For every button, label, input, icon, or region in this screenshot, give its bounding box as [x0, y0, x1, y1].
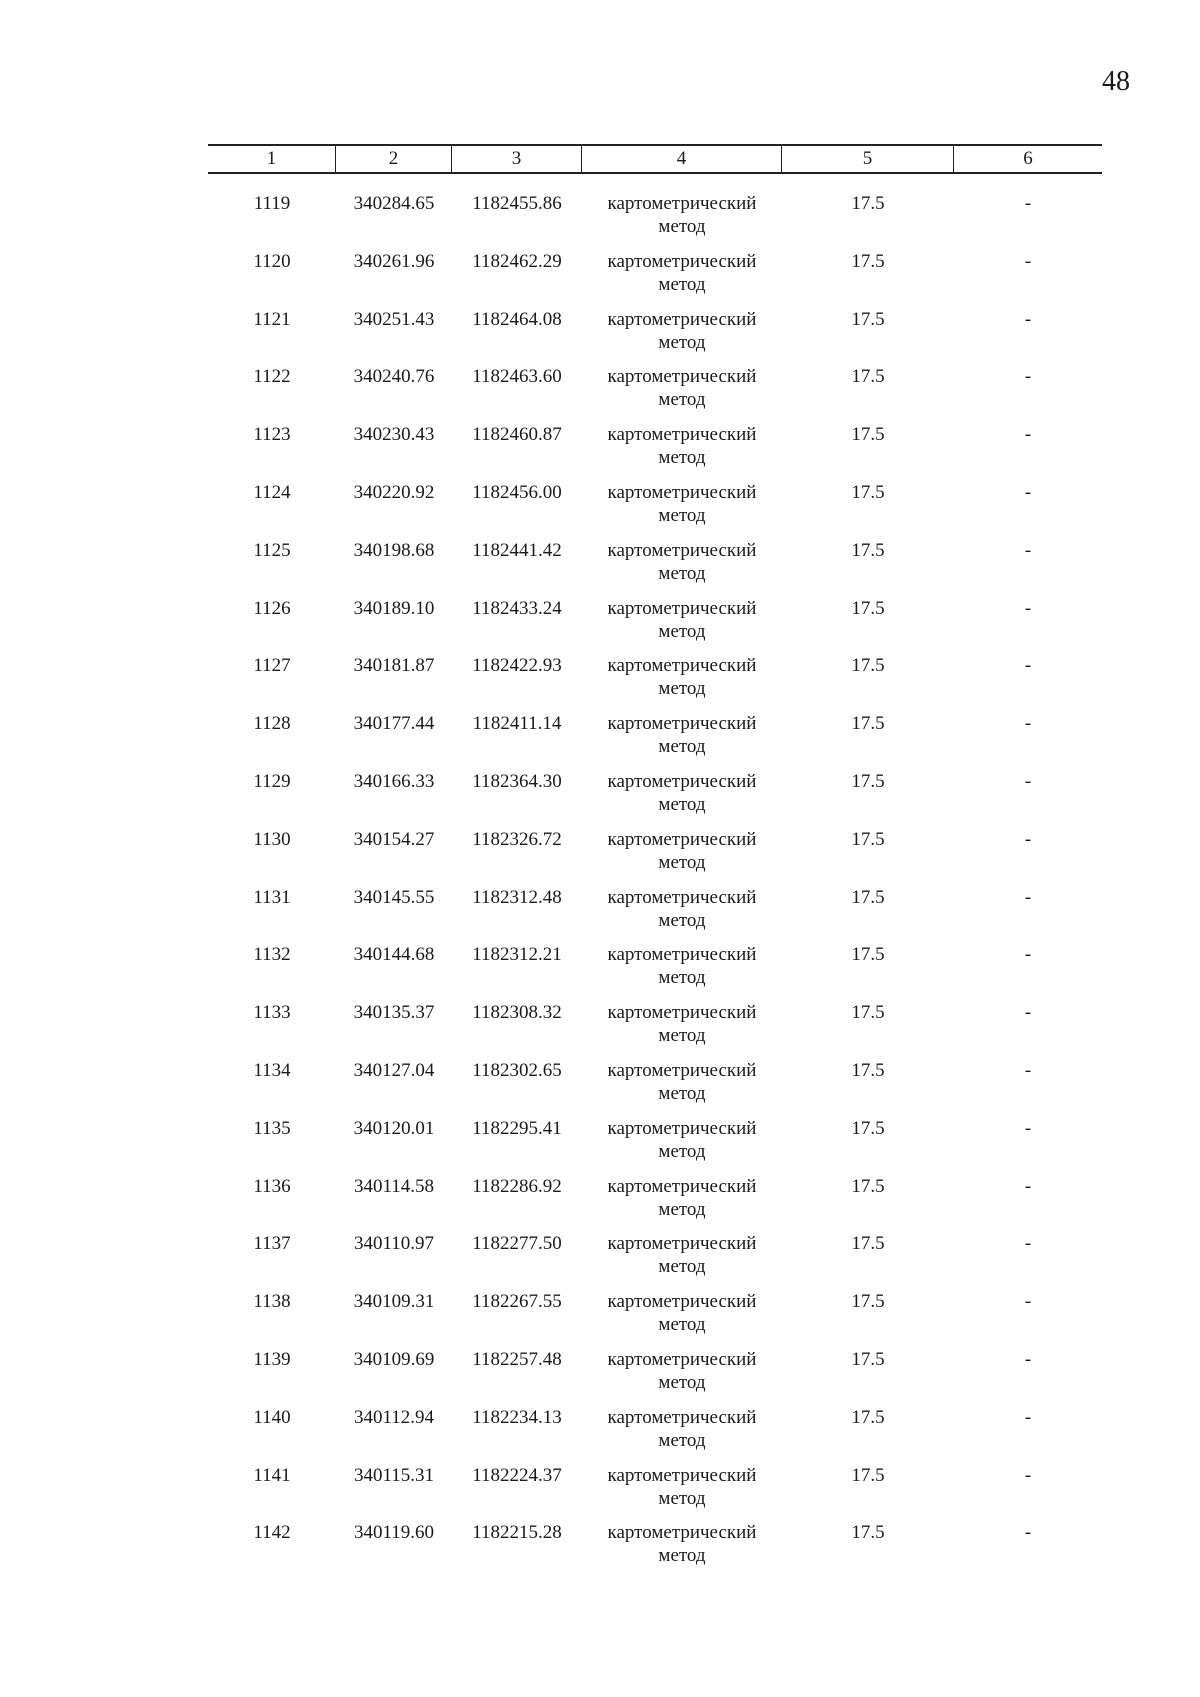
accuracy-cell: 17.5	[851, 250, 885, 272]
method-cell	[582, 1232, 782, 1290]
method-line-1: картометрический	[607, 1059, 757, 1081]
header-col-6: 6	[1023, 148, 1033, 169]
table-row	[208, 481, 1102, 539]
accuracy-cell: 17.5	[851, 193, 885, 214]
y-coordinate-cell: 1182312.21	[472, 944, 562, 966]
method-line-1: картометрический	[607, 424, 757, 446]
note-cell: -	[1024, 481, 1032, 503]
x-coordinate-cell: 340198.68	[353, 539, 435, 561]
x-coordinate-cell: 340166.33	[353, 770, 435, 792]
y-coordinate-cell: 1182312.48	[472, 886, 562, 908]
method-line-2: метод	[658, 389, 706, 411]
method-line-1: картометрический	[607, 1291, 757, 1313]
note-cell: -	[1024, 1233, 1032, 1255]
method-line-2: метод	[658, 620, 706, 642]
method-line-1: картометрический	[607, 1522, 757, 1544]
page-number: 48	[1102, 66, 1130, 97]
method-line-1: картометрический	[607, 886, 757, 908]
note-cell: -	[1024, 1059, 1032, 1081]
accuracy-cell: 17.5	[851, 713, 885, 735]
y-coordinate-cell: 1182422.93	[472, 655, 562, 677]
table-row	[208, 1175, 1102, 1233]
note-cell: -	[1024, 655, 1032, 677]
accuracy-cell: 17.5	[851, 1406, 885, 1428]
method-line-1: картометрический	[607, 655, 757, 677]
method-cell	[582, 365, 782, 423]
point-number-cell: 1125	[253, 539, 291, 561]
method-cell	[582, 886, 782, 944]
header-col-4: 4	[582, 146, 782, 172]
x-coordinate-cell: 340145.55	[353, 886, 435, 908]
method-cell	[582, 597, 782, 655]
point-number-cell: 1122	[253, 366, 291, 388]
point-number-cell: 1138	[253, 1291, 291, 1313]
method-line-2: метод	[658, 909, 706, 931]
accuracy-cell: 17.5	[851, 886, 885, 908]
method-line-1: картометрический	[607, 308, 757, 330]
accuracy-cell: 17.5	[851, 1522, 885, 1544]
table-row	[208, 1290, 1102, 1348]
accuracy-cell: 17.5	[851, 828, 885, 850]
method-cell	[582, 1406, 782, 1464]
point-number-cell: 1129	[253, 770, 291, 792]
y-coordinate-cell: 1182441.42	[472, 539, 562, 561]
point-number-cell: 1140	[253, 1406, 291, 1428]
table-body	[208, 174, 1102, 1579]
method-cell	[582, 308, 782, 366]
x-coordinate-cell: 340109.69	[353, 1348, 435, 1370]
y-coordinate-cell: 1182224.37	[472, 1464, 562, 1486]
table-row	[208, 423, 1102, 481]
table-row	[208, 365, 1102, 423]
header-col-1: 1	[208, 146, 336, 172]
method-line-2: метод	[658, 1025, 706, 1047]
accuracy-cell: 17.5	[851, 1175, 885, 1197]
point-number-cell: 1141	[253, 1464, 291, 1486]
note-cell: -	[1024, 1175, 1032, 1197]
accuracy-cell: 17.5	[851, 481, 885, 503]
point-number-cell: 1124	[253, 481, 291, 503]
method-line-1: картометрический	[607, 770, 757, 792]
method-line-1: картометрический	[607, 1464, 757, 1486]
method-line-2: метод	[658, 216, 706, 237]
y-coordinate-cell: 1182433.24	[472, 597, 562, 619]
method-line-1: картометрический	[607, 1406, 757, 1428]
note-cell: -	[1024, 1002, 1032, 1024]
x-coordinate-cell: 340230.43	[353, 424, 435, 446]
method-line-1: картометрический	[607, 713, 757, 735]
x-coordinate-cell: 340251.43	[353, 308, 435, 330]
x-coordinate-cell: 340240.76	[353, 366, 435, 388]
method-line-2: метод	[658, 504, 706, 526]
point-number-cell: 1119	[253, 193, 291, 214]
y-coordinate-cell: 1182460.87	[472, 424, 562, 446]
y-coordinate-cell: 1182302.65	[472, 1059, 562, 1081]
method-line-2: метод	[658, 1256, 706, 1278]
x-coordinate-cell: 340181.87	[353, 655, 435, 677]
method-cell	[582, 770, 782, 828]
x-coordinate-cell: 340144.68	[353, 944, 435, 966]
x-coordinate-cell: 340114.58	[353, 1175, 435, 1197]
method-line-2: метод	[658, 1545, 706, 1567]
y-coordinate-cell: 1182286.92	[472, 1175, 562, 1197]
point-number-cell: 1142	[253, 1522, 291, 1544]
method-line-2: метод	[658, 1082, 706, 1104]
method-line-1: картометрический	[607, 1002, 757, 1024]
method-line-2: метод	[658, 678, 706, 700]
x-coordinate-cell: 340109.31	[353, 1291, 435, 1313]
note-cell: -	[1024, 1522, 1032, 1544]
table-row	[208, 770, 1102, 828]
method-cell	[582, 654, 782, 712]
x-coordinate-cell: 340119.60	[353, 1522, 435, 1544]
table-row	[208, 1406, 1102, 1464]
accuracy-cell: 17.5	[851, 1002, 885, 1024]
method-cell	[582, 250, 782, 308]
method-line-2: метод	[658, 562, 706, 584]
y-coordinate-cell: 1182277.50	[472, 1233, 562, 1255]
x-coordinate-cell: 340177.44	[353, 713, 435, 735]
method-cell	[582, 1001, 782, 1059]
method-cell	[582, 1175, 782, 1233]
table-row	[208, 1464, 1102, 1522]
y-coordinate-cell: 1182462.29	[472, 250, 562, 272]
y-coordinate-cell: 1182267.55	[472, 1291, 562, 1313]
x-coordinate-cell: 340115.31	[353, 1464, 435, 1486]
x-coordinate-cell: 340154.27	[353, 828, 435, 850]
note-cell: -	[1024, 193, 1032, 214]
note-cell: -	[1024, 770, 1032, 792]
table-row	[208, 1521, 1102, 1579]
method-line-2: метод	[658, 793, 706, 815]
method-line-1: картометрический	[607, 539, 757, 561]
note-cell: -	[1024, 1291, 1032, 1313]
method-line-1: картометрический	[607, 944, 757, 966]
method-line-2: метод	[658, 447, 706, 469]
method-line-1: картометрический	[607, 481, 757, 503]
y-coordinate-cell: 1182215.28	[472, 1522, 562, 1544]
method-line-1: картометрический	[607, 1348, 757, 1370]
note-cell: -	[1024, 1464, 1032, 1486]
y-coordinate-cell: 1182364.30	[472, 770, 562, 792]
y-coordinate-cell: 1182308.32	[472, 1002, 562, 1024]
note-cell: -	[1024, 1406, 1032, 1428]
method-cell	[582, 1117, 782, 1175]
accuracy-cell: 17.5	[851, 597, 885, 619]
table-row	[208, 712, 1102, 770]
table-row	[208, 250, 1102, 308]
accuracy-cell: 17.5	[851, 1117, 885, 1139]
method-line-2: метод	[658, 1198, 706, 1220]
method-cell	[582, 712, 782, 770]
method-line-2: метод	[658, 1140, 706, 1162]
point-number-cell: 1127	[253, 655, 291, 677]
x-coordinate-cell: 340220.92	[353, 481, 435, 503]
y-coordinate-cell: 1182295.41	[472, 1117, 562, 1139]
method-line-2: метод	[658, 331, 706, 353]
x-coordinate-cell: 340110.97	[353, 1233, 435, 1255]
y-coordinate-cell: 1182411.14	[472, 713, 562, 735]
point-number-cell: 1126	[253, 597, 291, 619]
table-row	[208, 1348, 1102, 1406]
y-coordinate-cell: 1182456.00	[472, 481, 562, 503]
method-line-1: картометрический	[607, 1175, 757, 1197]
y-coordinate-cell: 1182455.86	[472, 193, 562, 214]
x-coordinate-cell: 340284.65	[353, 193, 435, 214]
point-number-cell: 1123	[253, 424, 291, 446]
table-row	[208, 1117, 1102, 1175]
point-number-cell: 1128	[253, 713, 291, 735]
table-row	[208, 1232, 1102, 1290]
y-coordinate-cell: 1182326.72	[472, 828, 562, 850]
table-row	[208, 886, 1102, 944]
method-line-1: картометрический	[607, 828, 757, 850]
accuracy-cell: 17.5	[851, 944, 885, 966]
method-cell	[582, 1464, 782, 1522]
method-cell	[582, 1290, 782, 1348]
accuracy-cell: 17.5	[851, 1291, 885, 1313]
table-row	[208, 1059, 1102, 1117]
method-line-2: метод	[658, 967, 706, 989]
note-cell: -	[1024, 250, 1032, 272]
header-col-3: 3	[452, 146, 582, 172]
method-line-2: метод	[658, 1314, 706, 1336]
accuracy-cell: 17.5	[851, 366, 885, 388]
point-number-cell: 1121	[253, 308, 291, 330]
point-number-cell: 1132	[253, 944, 291, 966]
accuracy-cell: 17.5	[851, 1233, 885, 1255]
method-line-1: картометрический	[607, 366, 757, 388]
table-row	[208, 1001, 1102, 1059]
note-cell: -	[1024, 308, 1032, 330]
method-line-2: метод	[658, 1487, 706, 1509]
note-cell: -	[1024, 366, 1032, 388]
point-number-cell: 1130	[253, 828, 291, 850]
accuracy-cell: 17.5	[851, 1059, 885, 1081]
method-cell	[582, 481, 782, 539]
table-row	[208, 308, 1102, 366]
table-row	[208, 192, 1102, 250]
accuracy-cell: 17.5	[851, 308, 885, 330]
method-line-2: метод	[658, 851, 706, 873]
note-cell: -	[1024, 944, 1032, 966]
method-line-1: картометрический	[607, 597, 757, 619]
table-row	[208, 828, 1102, 886]
x-coordinate-cell: 340112.94	[353, 1406, 435, 1428]
note-cell: -	[1024, 597, 1032, 619]
method-cell	[582, 828, 782, 886]
x-coordinate-cell: 340120.01	[353, 1117, 435, 1139]
accuracy-cell: 17.5	[851, 770, 885, 792]
note-cell: -	[1024, 539, 1032, 561]
point-number-cell: 1134	[253, 1059, 291, 1081]
header-col-5: 5	[782, 146, 954, 172]
x-coordinate-cell: 340127.04	[353, 1059, 435, 1081]
point-number-cell: 1120	[253, 250, 291, 272]
coordinates-table	[208, 144, 1102, 1579]
accuracy-cell: 17.5	[851, 424, 885, 446]
y-coordinate-cell: 1182234.13	[472, 1406, 562, 1428]
table-row	[208, 654, 1102, 712]
point-number-cell: 1135	[253, 1117, 291, 1139]
y-coordinate-cell: 1182464.08	[472, 308, 562, 330]
point-number-cell: 1137	[253, 1233, 291, 1255]
method-cell	[582, 943, 782, 1001]
note-cell: -	[1024, 424, 1032, 446]
point-number-cell: 1139	[253, 1348, 291, 1370]
method-cell	[582, 539, 782, 597]
table-row	[208, 597, 1102, 655]
note-cell: -	[1024, 886, 1032, 908]
method-line-2: метод	[658, 1429, 706, 1451]
note-cell: -	[1024, 713, 1032, 735]
method-cell	[582, 423, 782, 481]
note-cell: -	[1024, 828, 1032, 850]
point-number-cell: 1133	[253, 1002, 291, 1024]
table-row	[208, 943, 1102, 1001]
method-line-1: картометрический	[607, 1117, 757, 1139]
method-cell	[582, 1059, 782, 1117]
y-coordinate-cell: 1182257.48	[472, 1348, 562, 1370]
method-line-1: картометрический	[607, 193, 757, 214]
method-line-1: картометрический	[607, 250, 757, 272]
accuracy-cell: 17.5	[851, 539, 885, 561]
x-coordinate-cell: 340135.37	[353, 1002, 435, 1024]
x-coordinate-cell: 340261.96	[353, 250, 435, 272]
method-cell	[582, 1348, 782, 1406]
method-line-2: метод	[658, 736, 706, 758]
y-coordinate-cell: 1182463.60	[472, 366, 562, 388]
table-row	[208, 539, 1102, 597]
note-cell: -	[1024, 1348, 1032, 1370]
accuracy-cell: 17.5	[851, 1464, 885, 1486]
header-col-2: 2	[336, 146, 452, 172]
point-number-cell: 1131	[253, 886, 291, 908]
accuracy-cell: 17.5	[851, 655, 885, 677]
x-coordinate-cell: 340189.10	[353, 597, 435, 619]
note-cell: -	[1024, 1117, 1032, 1139]
method-line-2: метод	[658, 1371, 706, 1393]
method-cell	[582, 192, 782, 250]
method-line-2: метод	[658, 273, 706, 295]
point-number-cell: 1136	[253, 1175, 291, 1197]
accuracy-cell: 17.5	[851, 1348, 885, 1370]
method-line-1: картометрический	[607, 1233, 757, 1255]
method-cell	[582, 1521, 782, 1579]
table-header	[208, 144, 1102, 174]
